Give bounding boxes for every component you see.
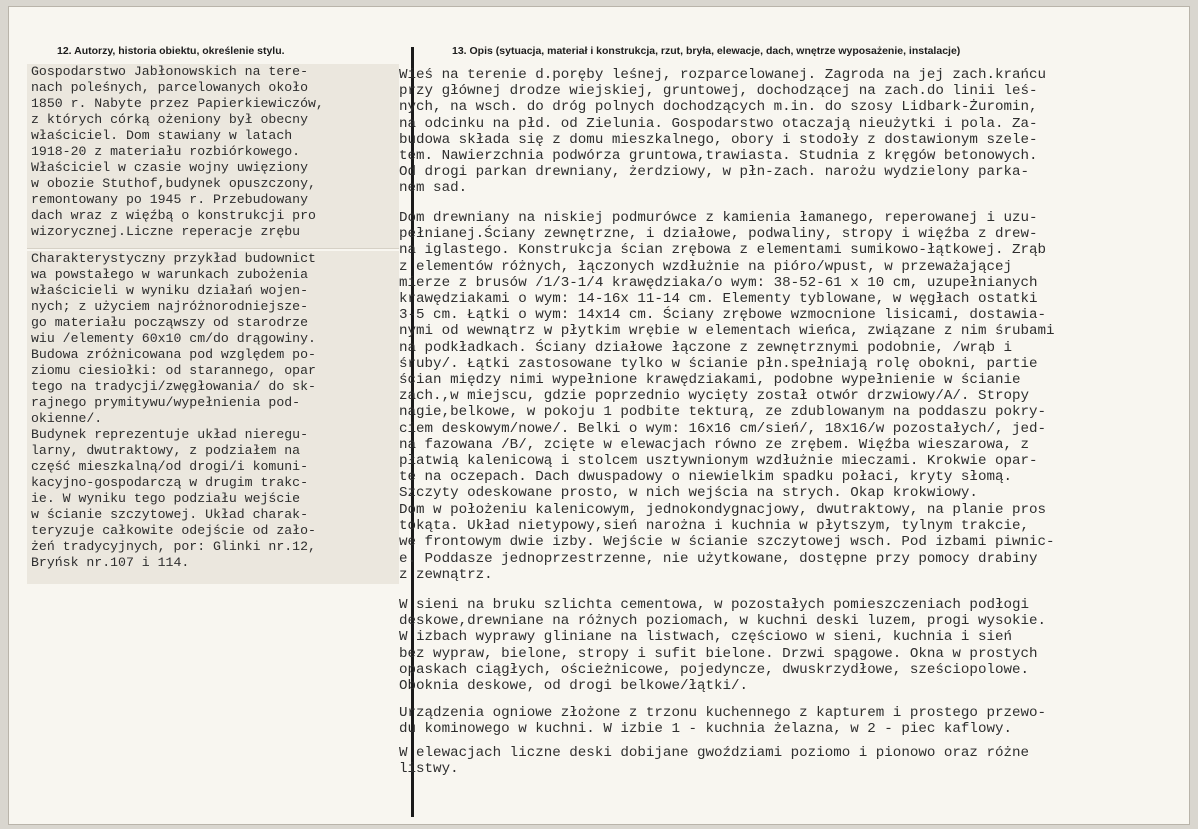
description-construction: Dom drewniany na niskiej podmurówce z kamienia łamanego, reperowanej i uzu- pełnianej.Ściany zewnętrzne, i działowe, podwaliny, stropy i więźba z drew- na iglastego. Konstrukcja ścian zrębowa z elementami sumikowo-łątkowej. Zrąb z elementów różnych, łączonych wzdłużnie na pióro/wpust, w przeważającej mierze z brusów /1/3-1/4 krawędziaka/o wym: 38-52-61 x 10 cm, uzupełnianych krawędziakami o wym: 14-16x 11-14 cm. Elementy tyblowane, w węgłach ostatki 3-5 cm. Łątki o wym: 14x14 cm. Ściany zrębowe wzmocnione lisicami, dostawia- nymi od wewnątrz w płytkim wrębie w elementach wieńca, związane z nim śrubami na podkładkach. Ściany działowe łączone z zewnętrznymi podobnie, /wrąb i śruby/. Łątki zastosowane tylko w ścianie płn.spełniają rolę obokni, partie ścian między nimi wypełnione krawędziakami, podobne wypełnienie w ścianie zach.,w miejscu, gdzie poprzednio wycięty został otwór drzwiowy/A/. Stropy nagie,belkowe, w pokoju 1 podbite tekturą, ze zdublowanym na poddaszu pokry- ciem deskowym/nowe/. Belki o wym: 16x16 cm/sień/, 18x16/w pozostałych/, jed- na fazowana /B/, zcięte w elewacjach równo ze zrębem. Więźba wieszarowa, z płatwią kalenicową i stolcem usztywnionym wzdłużnie mieczami. Krokwie opar- te na oczepach. Dach dwuspadowy o niewielkim spadku połaci, kryty słomą. Szczyty odeskowane prosto, w nich wejścia na strych. Okap krokwiowy.	[399, 210, 1055, 502]
description-elevations: W elewacjach liczne deski dobijane gwoździami poziomo i pionowo oraz różne listwy.	[399, 745, 1030, 778]
description-situation: Wieś na terenie d.poręby leśnej, rozparcelowanej. Zagroda na jej zach.krańcu przy głównej drodze wiejskiej, gruntowej, dochodzącej na zach.do linii leś- nych, na wsch. do dróg polnych dochodzących m.in. do szosy Lidbark-Żuromin, na odcinku na płd. od Zielunia. Gospodarstwo otaczają nieużytki i pola. Za- budowa składa się z domu mieszkalnego, obory i stodoły z dostawionym szele- tem. Nawierzchnia podwórza gruntowa,trawiasta. Studnia z kręgów betonowych. Od drogi parkan drewniany, żerdziowy, w płn-zach. narożu wydzielony parka- nem sad.	[399, 67, 1047, 197]
description-plan: Dom w położeniu kalenicowym, jednokondygnacjowy, dwutraktowy, na planie pros tokąta. Układ nietypowy,sień narożna i kuchnia w płytszym, tylnym trakcie, we frontowym dwie izby. Wejście w ścianie szczytowej wsch. Pod izbami piwnic- e. Poddasze jednoprzestrzenne, nie użytkowane, dostępne przy pomocy drabiny z zewnątrz.	[399, 502, 1055, 583]
description-heating: Urządzenia ogniowe złożone z trzonu kuchennego z kapturem i prostego przewo- du kominowego w kuchni. W izbie 1 - kuchnia żelazna, w 2 - piec kaflowy.	[399, 705, 1047, 738]
section-12-header: 12. Autorzy, historia obiektu, określenie stylu.	[57, 45, 285, 57]
history-paste-in: Gospodarstwo Jabłonowskich na tere- nach poleśnych, parcelowanych około 1850 r. Nabyte przez Papierkiewiczów, z których córką ożeniony był obecny właściciel. Dom stawiany w latach 1918-20 z materiału rozbiórkowego. Właściciel w czasie wojny uwięziony w obozie Stuthof,budynek opuszczony, remontowany po 1945 r. Przebudowany dach wraz z więźbą o konstrukcji pro wizorycznej.Liczne reperacje zrębu	[27, 64, 399, 249]
section-13-header: 13. Opis (sytuacja, materiał i konstrukcja, rzut, bryła, elewacje, dach, wnętrze wyposażenie, instalacje)	[452, 45, 961, 57]
record-card	[8, 6, 1190, 825]
description-interior: W sieni na bruku szlichta cementowa, w pozostałych pomieszczeniach podłogi deskowe,drewniane na różnych poziomach, w kuchni deski luzem, progi wysokie. W izbach wyprawy gliniane na listwach, częściowo w sieni, kuchnia i sień bez wypraw, bielone, stropy i sufit bielone. Drzwi spągowe. Okna w prostych opaskach ciągłych, ościeżnicowe, pojedyncze, dwuskrzydłowe, sześciopolowe. Oboknia deskowe, od drogi belkowe/łątki/.	[399, 597, 1047, 695]
style-paste-in: Charakterystyczny przykład budownict wa powstałego w warunkach zubożenia właścicieli w wyniku działań wojen- nych; z użyciem najróżnorodniejsze- go materiału począwszy od starodrze wiu /elementy 60x10 cm/do drągowiny. Budowa zróżnicowana pod względem po- ziomu ciesiołki: od starannego, opar tego na tradycji/zwęgłowania/ do sk- rajnego prymitywu/wypełnienia pod- okienne/. Budynek reprezentuje układ nieregu- larny, dwutraktowy, z podziałem na część mieszkalną/od drogi/i komuni- kacyjno-gospodarczą w drugim trakc- ie. W wyniku tego podziału wejście w ścianie szczytowej. Układ charak- teryzuje całkowite odejście od zało- żeń tradycyjnych, por: Glinki nr.12, Bryńsk nr.107 i 114.	[27, 251, 399, 584]
